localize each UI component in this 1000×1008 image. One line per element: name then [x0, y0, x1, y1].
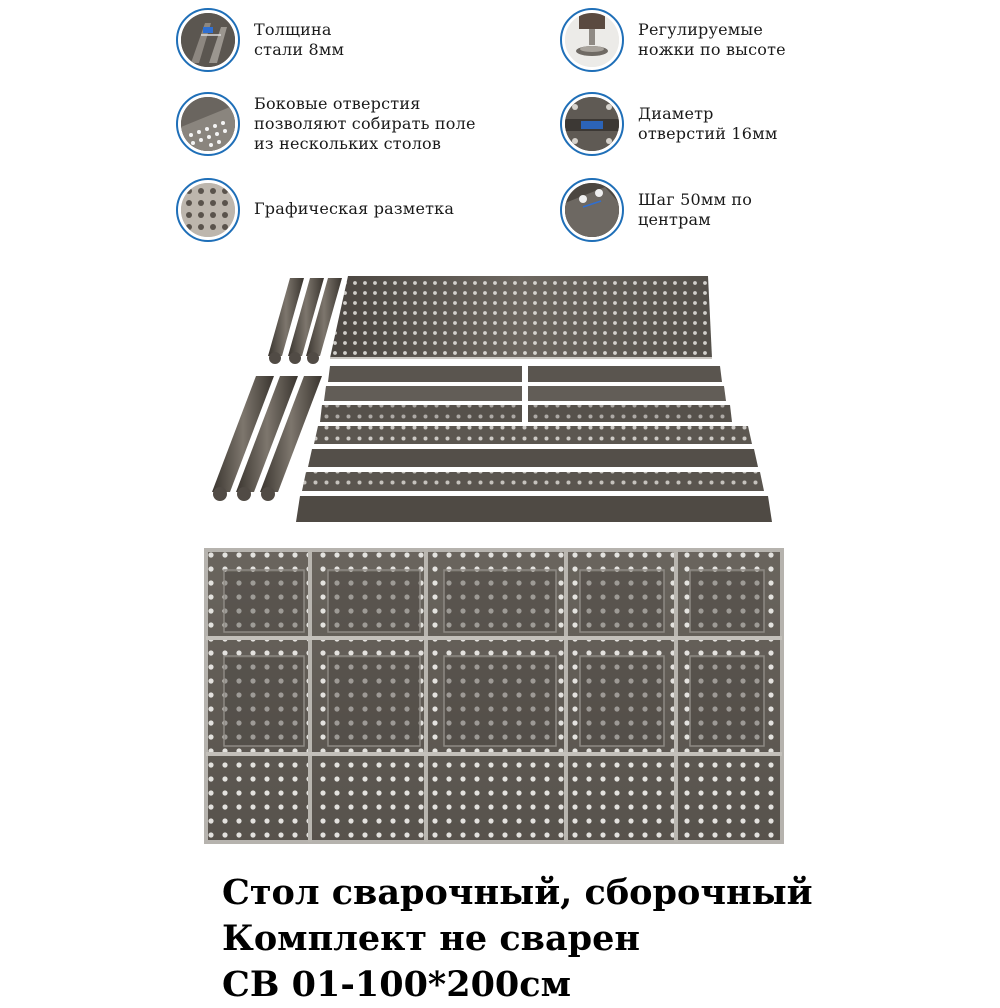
title-line-2: Комплект не сварен — [222, 918, 641, 959]
hole-diameter-icon — [560, 92, 624, 156]
top-plate — [330, 276, 712, 358]
feature-pitch — [560, 178, 898, 242]
feature-line: позволяют собирать поле — [254, 114, 476, 133]
feature-text — [254, 199, 514, 219]
feature-line: Регулируемые — [638, 20, 764, 39]
feature-steel-thickness — [176, 8, 514, 72]
feature-line: стали 8мм — [254, 40, 345, 59]
product-title — [222, 870, 813, 1008]
feature-line: центрам — [638, 210, 711, 229]
kit-parts-image — [200, 268, 800, 533]
assembled-frame-image — [204, 548, 784, 844]
feature-text — [638, 104, 898, 144]
side-holes-icon — [176, 92, 240, 156]
title-line-3: СВ 01-100*200см — [222, 964, 571, 1005]
steel-thickness-icon — [176, 8, 240, 72]
rib-strips-short — [320, 366, 732, 422]
title-line-1: Стол сварочный, сборочный — [222, 872, 813, 913]
feature-text — [254, 20, 514, 60]
grid-marking-icon — [176, 178, 240, 242]
feature-line: Диаметр — [638, 104, 714, 123]
feature-line: ножки по высоте — [638, 40, 786, 59]
pitch-50mm-icon — [560, 178, 624, 242]
feature-line: отверстий 16мм — [638, 124, 778, 143]
feature-text — [638, 190, 898, 230]
feature-line: Шаг 50мм по — [638, 190, 753, 209]
feature-text — [254, 94, 514, 154]
rib-strips-long — [296, 426, 772, 522]
feature-grid-marking — [176, 178, 514, 242]
feature-text — [638, 20, 898, 60]
feature-hole-diameter — [560, 92, 898, 156]
feature-line: из нескольких столов — [254, 134, 442, 153]
feature-adjustable-feet — [560, 8, 898, 72]
adjustable-foot-icon — [560, 8, 624, 72]
feature-line: Толщина — [254, 20, 332, 39]
feature-line: Боковые отверстия — [254, 94, 421, 113]
feature-line: Графическая разметка — [254, 199, 455, 218]
feature-side-holes — [176, 92, 514, 156]
